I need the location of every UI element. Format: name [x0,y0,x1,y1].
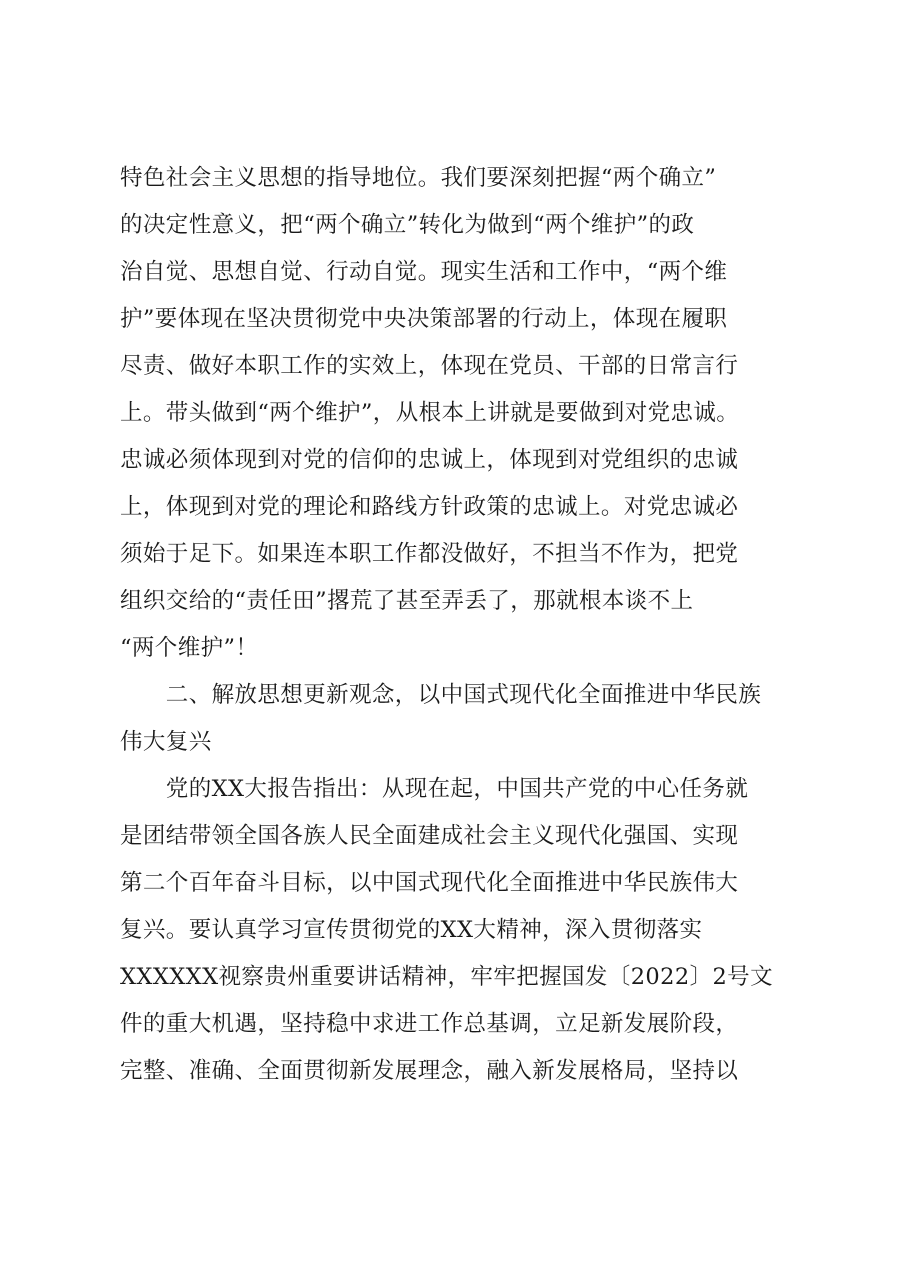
text-line: 的决定性意义，把“两个确立”转化为做到“两个维护”的政 [120,212,695,238]
text-line: 组织交给的“责任田”撂荒了甚至弄丢了，那就根本谈不上 [120,588,694,614]
text-line: 忠诚必须体现到对党的信仰的忠诚上，体现到对党组织的忠诚 [120,447,739,473]
text-line: 复兴。要认真学习宣传贯彻党的XX大精神，深入贯彻落实 [120,917,703,943]
text-line: 完整、准确、全面贯彻新发展理念，融入新发展格局，坚持以 [120,1058,739,1084]
text-line: “两个维护”！ [120,635,259,661]
text-line: 件的重大机遇，坚持稳中求进工作总基调，立足新发展阶段， [120,1011,739,1037]
text-line: 是团结带领全国各族人民全面建成社会主义现代化强国、实现 [120,823,739,849]
text-line: 须始于足下。如果连本职工作都没做好，不担当不作为，把党 [120,541,739,567]
section-heading-line: 伟大复兴 [120,729,212,755]
text-line: 治自觉、思想自觉、行动自觉。现实生活和工作中，“两个维 [120,259,728,285]
text-line: 第二个百年奋斗目标，以中国式现代化全面推进中华民族伟大 [120,870,739,896]
text-line: 尽责、做好本职工作的实效上，体现在党员、干部的日常言行 [120,353,739,379]
text-line: 党的XX大报告指出：从现在起，中国共产党的中心任务就 [120,776,749,802]
text-line: 上。带头做到“两个维护”，从根本上讲就是要做到对党忠诚。 [120,400,740,426]
text-line: XXXXXX视察贵州重要讲话精神，牢牢把握国发〔2022〕2号文 [120,964,773,990]
text-line: 护”要体现在坚决贯彻党中央决策部署的行动上，体现在履职 [120,306,728,332]
section-heading-line: 二、解放思想更新观念，以中国式现代化全面推进中华民族 [120,682,762,708]
text-line: 上，体现到对党的理论和路线方针政策的忠诚上。对党忠诚必 [120,494,739,520]
text-line: 特色社会主义思想的指导地位。我们要深刻把握“两个确立” [120,165,717,191]
